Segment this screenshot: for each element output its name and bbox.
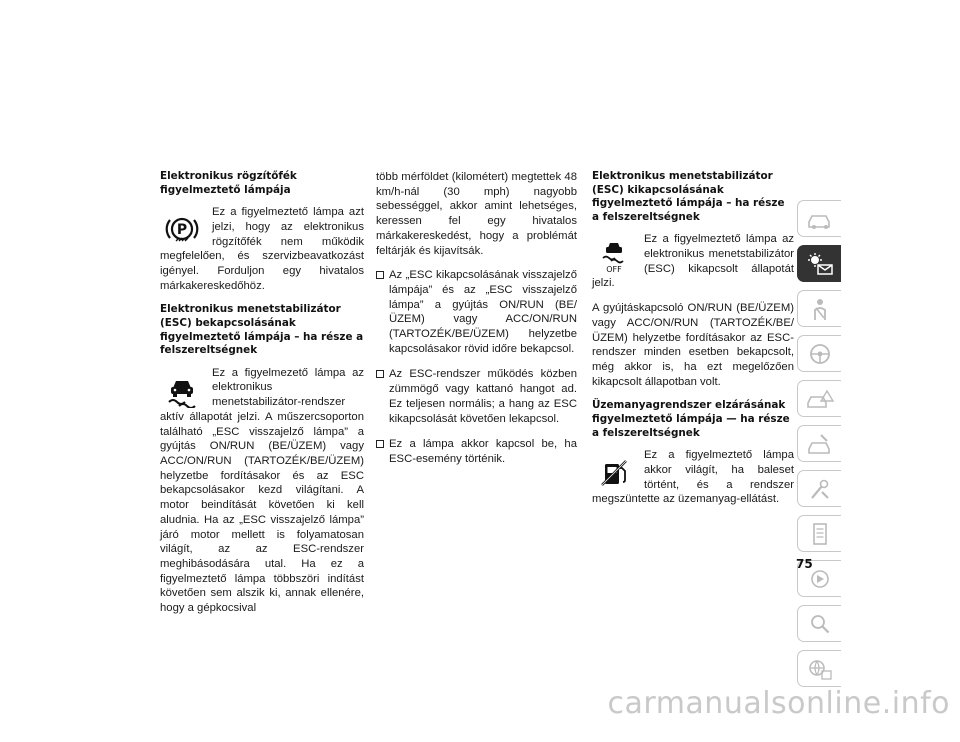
heading-esc-active: Elektronikus menetstabilizátor (ESC) bekapcsolásának figyelmeztető lámpája – ha része a felszereltségnek (160, 303, 364, 357)
list-item: Az ESC-rendszer működés közben zümmögő vagy kattanó hangot ad. Ez teljesen normális; a hang az ESC kikapcsolását követően lekapcsol. (376, 367, 577, 426)
spec-sheet-icon (805, 521, 835, 547)
tab-index[interactable] (797, 605, 841, 642)
esc-continued-text: több mérföldet (kilométert) megtettek 48 km/h-nál (30 mph) nagyobb sebességgel, akkor amint lehetséges, keressen fel egy hivatalos márkakereskedést, hogy a problémát feltárják és kijavítsák. (376, 171, 577, 257)
tab-languages[interactable] (797, 650, 841, 687)
esc-bullet-list (376, 268, 577, 466)
car-service-icon (805, 431, 835, 457)
esc-off-icon (596, 238, 632, 274)
heading-parking-brake: Elektronikus rögzítőfék figyelmeztető lámpája (160, 170, 297, 196)
svg-text:P: P (176, 222, 188, 239)
tab-safety[interactable] (797, 290, 841, 327)
column-right (592, 170, 794, 517)
esc-active-text: Ez a figyelmezető lámpa az elektronikus menetstabilizátor-rendszer aktív állapotát jelzi. A műszercsoporton található „ESC visszajelző lámpa” a gyújtás ON/RUN (BE/ÜZEM) vagy ACC/ON/RUN (TARTOZÉK/BE/ÜZEM) helyzetbe fordításakor és az ESC bekapcsolásakor kezd világítani. A motor beindítását követően ki kell aludnia. Ha az „ESC visszajelző lámpa” járó motor mellett is folyamatosan világít, az az ESC-rendszer meghibásodására utal. Ha ez a figyelmeztető lámpa többszöri indítást követően sem alszik ki, annak ellenére, hogy a gépkocsival (160, 366, 364, 615)
steering-wheel-icon (805, 341, 835, 367)
esc-off-block (592, 232, 794, 291)
search-index-icon (805, 611, 835, 637)
list-item: Ez a lámpa akkor kapcsol be, ha ESC-esemény történik. (376, 437, 577, 466)
tab-service[interactable] (797, 425, 841, 462)
list-item: Az „ESC kikapcsolásának visszajelző lámpája” és az „ESC visszajelző lámpa” a gyújtás ON/RUN (BE/ÜZEM) vagy ACC/ON/RUN (TARTOZÉK/BE/ÜZEM) helyzetbe kapcsolásakor rövid időre bekapcsol. (376, 268, 577, 356)
tab-specifications[interactable] (797, 515, 841, 552)
tab-car-intro[interactable] (797, 200, 841, 237)
esc-off-text: Ez a figyelmeztető lámpa az elektronikus menetstabilizátor (ESC) kikapcsolt állapotát jelzi. (592, 233, 794, 290)
watermark-text: carmanualsonline.info (607, 686, 950, 721)
bullet-square-icon (376, 271, 384, 279)
esc-off-info-text: A gyújtáskapcsoló ON/RUN (BE/ÜZEM) vagy ACC/ON/RUN (TARTOZÉK/BE/ÜZEM) helyzetbe fordításakor az ESC-rendszer minden esetben bekapcsolt, még akkor is, ha ezt megelőzően kikapcsolt állapotban volt. (592, 302, 794, 388)
bullet-square-icon (376, 440, 384, 448)
bullet-square-icon (376, 370, 384, 378)
dashboard-warning-lights-icon (805, 251, 835, 277)
car-emergency-icon (805, 386, 835, 412)
svg-text:OFF: OFF (606, 265, 622, 275)
seatbelt-safety-icon (805, 296, 835, 322)
tools-maintenance-icon (805, 476, 835, 502)
heading-fuel-shutoff: Üzemanyagrendszer elzárásának figyelmeztető lámpája — ha része a felszereltségnek (592, 399, 790, 439)
parking-brake-warning-icon (164, 211, 200, 247)
car-intro-icon (805, 206, 835, 232)
fuel-shutoff-text: Ez a figyelmeztető lámpa akkor világít, ha baleset történt, és a rendszer megszüntette az üzemanyag-ellátást. (592, 449, 794, 506)
chapter-tabs (797, 200, 841, 695)
column-middle (376, 170, 577, 478)
fuel-shutoff-block (592, 448, 794, 507)
language-icon (805, 656, 835, 682)
parking-brake-block (160, 205, 364, 293)
page-number: 75 (796, 557, 813, 571)
tab-driving[interactable] (797, 335, 841, 372)
heading-esc-off: Elektronikus menetstabilizátor (ESC) kikapcsolásának figyelmeztető lámpája – ha része a felszereltségnek (592, 170, 785, 223)
esc-active-block (160, 366, 364, 616)
parking-brake-text: Ez a figyelmeztető lámpa azt jelzi, hogy az elektronikus rögzítőfék nem működik megfelelően, és szervizbeavatkozást igényel. Forduljon egy hivatalos márkakereskedőhöz. (160, 206, 364, 292)
column-left (160, 170, 364, 626)
tab-emergency[interactable] (797, 380, 841, 417)
fuel-shutoff-icon (596, 454, 632, 490)
tab-maintenance[interactable] (797, 470, 841, 507)
esc-active-icon (164, 372, 200, 408)
tab-warning-lights[interactable] (797, 245, 841, 282)
